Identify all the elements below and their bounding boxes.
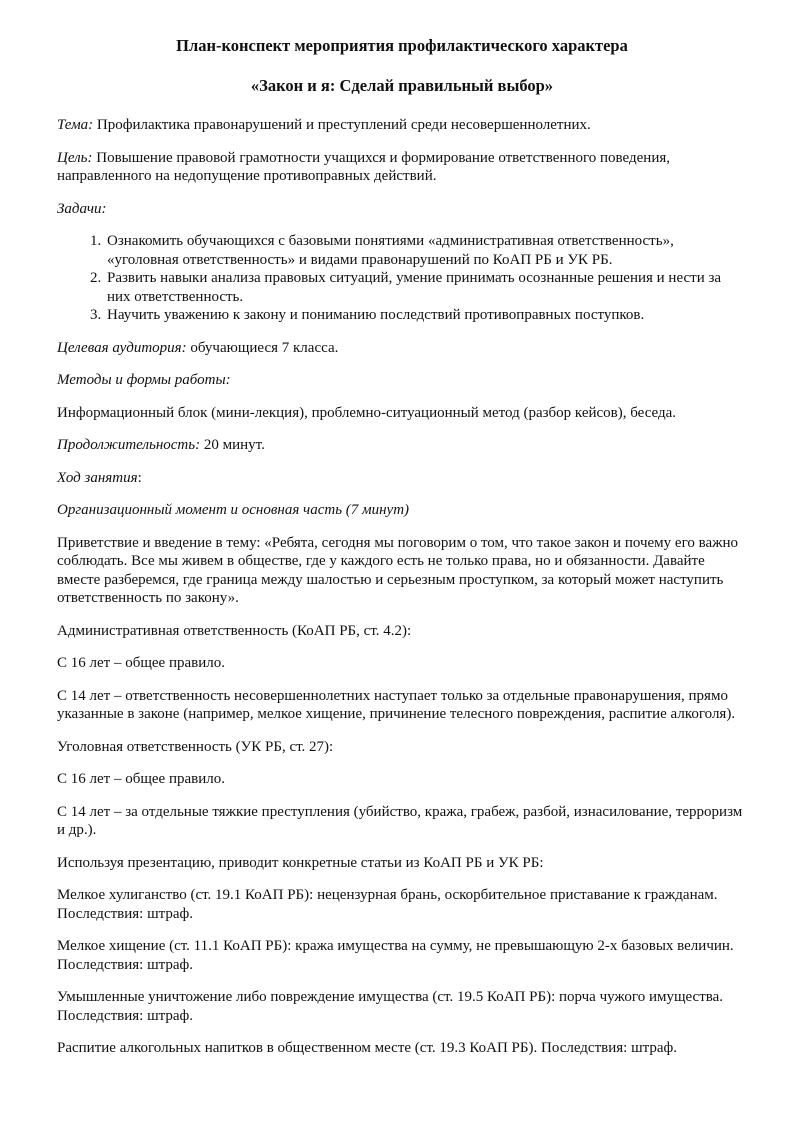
case-petty-theft: Мелкое хищение (ст. 11.1 КоАП РБ): кража имущества на сумму, не превышающую 2-х базовых величин. Последствия: штраф. <box>57 938 734 973</box>
document-page <box>57 36 747 1072</box>
topic-paragraph <box>57 116 747 135</box>
course-colon: : <box>137 469 142 486</box>
duration-label: Продолжительность: <box>57 437 201 453</box>
course-label: Ход занятия <box>57 469 138 486</box>
topic-label: Тема: <box>57 117 94 133</box>
document-title: План-конспект мероприятия профилактического характера <box>176 36 628 55</box>
duration-paragraph <box>57 436 747 455</box>
methods-text: Информационный блок (мини-лекция), проблемно-ситуационный метод (разбор кейсов), беседа. <box>57 404 677 421</box>
criminal-14-paragraph: С 14 лет – за отдельные тяжкие преступления (убийство, кража, грабеж, разбой, изнасилование, терроризм и др.). <box>57 803 743 838</box>
intro-paragraph: Приветствие и введение в тему: «Ребята, сегодня мы поговорим о том, что такое закон и почему его важно соблюдать. Все мы живем в обществе, где у каждого есть не только права, но и обязанности. Давайте вместе разберемся, где граница между шалостью и серьезным проступком, за который может наступить ответственность по закону». <box>57 534 739 606</box>
admin-16-paragraph: С 16 лет – общее правило. <box>57 655 225 671</box>
admin-heading: Административная ответственность (КоАП РБ, ст. 4.2): <box>57 622 412 639</box>
goal-label: Цель: <box>57 149 93 166</box>
criminal-16-paragraph: С 16 лет – общее правило. <box>57 771 225 787</box>
audience-text: обучающиеся 7 класса. <box>186 339 339 356</box>
goal-text: Повышение правовой грамотности учащихся и формирование ответственного поведения, направленного на недопущение противоправных действий. <box>57 149 670 184</box>
tasks-list <box>57 232 747 325</box>
org-part-label: Организационный момент и основная часть (7 минут) <box>57 502 410 518</box>
audience-label: Целевая аудитория: <box>57 339 187 356</box>
criminal-heading: Уголовная ответственность (УК РБ, ст. 27): <box>57 738 334 755</box>
case-alcohol-public: Распитие алкогольных напитков в общественном месте (ст. 19.3 КоАП РБ). Последствия: штраф. <box>57 1040 677 1056</box>
duration-text: 20 минут. <box>200 437 265 453</box>
task-item: 3. Научить уважению к закону и пониманию последствий противоправных поступков. <box>105 306 747 325</box>
admin-14-paragraph: С 14 лет – ответственность несовершеннолетних наступает только за отдельные правонарушения, прямо указанные в законе (например, мелкое хищение, причинение телесного повреждения, распитие алкоголя). <box>57 687 736 722</box>
presentation-paragraph: Используя презентацию, приводит конкретные статьи из КоАП РБ и УК РБ: <box>57 854 544 871</box>
course-heading <box>57 469 747 488</box>
task-item: 2. Развить навыки анализа правовых ситуаций, умение принимать осознанные решения и нести за них ответственность. <box>105 269 747 306</box>
methods-label: Методы и формы работы: <box>57 372 231 388</box>
topic-text: Профилактика правонарушений и преступлений среди несовершеннолетних. <box>93 117 591 133</box>
tasks-label: Задачи: <box>57 200 107 217</box>
event-title: «Закон и я: Сделай правильный выбор» <box>250 76 554 95</box>
case-property-damage: Умышленные уничтожение либо повреждение имущества (ст. 19.5 КоАП РБ): порча чужого имущества. Последствия: штраф. <box>57 989 724 1024</box>
goal-paragraph <box>57 149 747 186</box>
task-item: 1. Ознакомить обучающихся с базовыми понятиями «административная ответственность», «уголовная ответственность» и видами правонарушений по КоАП РБ и УК РБ. <box>105 232 747 269</box>
case-petty-hooliganism: Мелкое хулиганство (ст. 19.1 КоАП РБ): нецензурная брань, оскорбительное приставание к гражданам. Последствия: штраф. <box>57 887 718 922</box>
audience-paragraph <box>57 339 747 358</box>
